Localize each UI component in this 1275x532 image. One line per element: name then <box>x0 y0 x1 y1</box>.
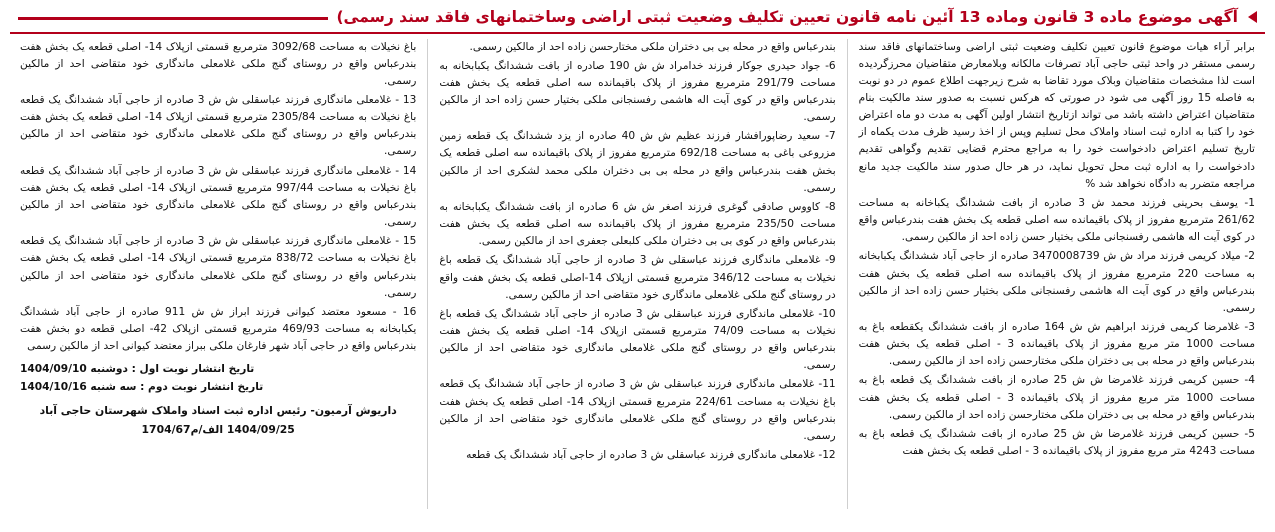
title-underline <box>10 32 1265 34</box>
signatory-name: داریوش آرمیون- رئیس اداره ثبت اسناد واملاک شهرستان حاجی آباد <box>39 404 397 418</box>
column-middle <box>429 39 845 509</box>
paragraph: برابر آراء هیات موضوع قانون تعیین تکلیف وضعیت ثبتی اراضی وساختمانهای فاقد سند رسمی مستقر در واحد ثبتی حاجی آباد تصرفات مالکانه وبلامعارض متقاضیان محرزگردیده است لذا مشخصات متقاضیان وبلاک مورد تقاضا به شرح زیرجهت اطلاع عموم در دو نوبت به فاصله 15 روز آگهی می شود در صورتی که هرکس نسبت به صدور سند مالکیت بنام متقاضیان اعتراض داشته باشد می تواند ازتاریخ انتشار اولین آگهی به مدت دو ماه اعتراض خود را کتبا به اداره ثبت اسناد واملاک محل تسلیم وپس از اخذ رسید ظرف مدت یکماه از تاریخ تسلیم اعتراض دادخواست خود را به مراجع محترم قضایی تقدیم وگواهی تقدیم دادخواست را به اداره ثبت محل تحویل نماید، در هر حال صدور سند مالکیت جدید مانع مراجعه متضرر به دادگاه نخواهد شد % <box>858 40 1255 190</box>
publication-dates <box>20 360 416 396</box>
signature-block <box>20 402 416 440</box>
paragraph: 12- غلامعلی ماندگاری فرزند عباسقلی ش 3 صادره از حاجی آباد ششدانگ یک قطعه <box>466 449 836 462</box>
paragraph: باغ نخیلات به مساحت 3092/68 مترمربع قسمتی ازپلاک 14- اصلی قطعه یک بخش هفت بندرعباس واقع در روستای گنج ملکی غلامعلی ماندگاری خود متقاضی احد از مالکین رسمی. <box>20 40 417 87</box>
paragraph: 11- غلامعلی ماندگاری فرزند عباسقلی ش ش 3 صادره از حاجی آباد ششدانگ یک قطعه باغ نخیلات به مساحت 224/61 مترمربع قسمتی ازپلاک 14- اصلی قطعه یک بخش هفت بندرعباس واقع در روستای گنج ملکی غلامعلی ماندگاری خود متقاضی احد از مالکین رسمی. <box>439 378 836 442</box>
paragraph: 14 - غلامعلی ماندگاری فرزند عباسقلی ش ش 3 صادره از حاجی آباد ششدانگ یک قطعه باغ نخیلات به مساحت 997/44 مترمربع قسمتی ازپلاک 14- اصلی قطعه یک بخش هفت بندرعباس واقع در روستای گنج ملکی غلامعلی ماندگاری خود متقاضی احد از مالکین رسمی. <box>20 164 417 229</box>
paragraph: 9- غلامعلی ماندگاری فرزند عباسقلی ش 3 صادره از حاجی آباد ششدانگ یک قطعه باغ نخیلات به مساحت 346/12 مترمربع قسمتی ازپلاک 14-اصلی قطعه یک بخش هفت واقع در روستای گنج ملکی غلامعلی ماندگاری خود متقاضی احد از مالکین رسمی. <box>439 254 836 301</box>
paragraph: 7- سعید رضاپورافشار فرزند عظیم ش ش 40 صادره از یزد ششدانگ یک قطعه زمین مزروعی باغی به مساحت 692/18 مترمربع مفروز از پلاک باقیمانده سه اصلی قطعه یک بخش هفت بندرعباس واقع در محله بی بی دختران ملکی محمد لشکری احد از مالکین رسمی. <box>439 130 836 194</box>
paragraph: 1- یوسف بحرینی فرزند محمد ش 3 صادره از بافت ششدانگ یکباخانه به مساحت 261/62 مترمربع مفروز از پلاک باقیمانده سه اصلی قطعه یک بخش هفت بندرعباس واقع در کوی آیت اله هاشمی رفسنجانی ملکی بختیار حسن زاده احد از مالکین رسمی. <box>858 196 1256 244</box>
reference-number: 1404/09/25 الف/م1704/67 <box>141 423 295 437</box>
header-rule <box>18 17 328 20</box>
publication-date-first: تاریخ انتشار نوبت اول : دوشنبه 1404/09/10 <box>20 363 255 376</box>
paragraph: 3- غلامرضا کریمی فرزند ابراهیم ش ش 164 صادره از بافت ششدانگ یکقطعه باغ به مساحت 1000 متر مربع مفروز از پلاک باقیمانده 3 - اصلی قطعه یک بخش هفت بندرعباس واقع در محله بی بی دختران ملکی مختارحسن زاده احد از مالکین رسمی. <box>858 321 1256 368</box>
paragraph: 2- میلاد کریمی فرزند مراد ش ش 3470008739 صادره از حاجی آباد ششدانگ یکبابخانه به مساحت 220 مترمربع مفروز از پلاک باقیمانده سه اصلی قطعه یک بخش هفت بندرعباس واقع در کوی آیت اله هاشمی رفسنجانی ملکی بختیار حسن زاده احد از مالکین رسمی. <box>858 250 1255 314</box>
column-right <box>849 39 1265 509</box>
article-columns <box>10 39 1265 509</box>
paragraph: 13 - غلامعلی ماندگاری فرزند عباسقلی ش ش 3 صادره از حاجی آباد ششدانگ یک قطعه باغ نخیلات به مساحت 2305/84 مترمربع قسمتی ازپلاک 14- اصلی قطعه یک بخش هفت بندرعباس واقع در روستای گنج ملکی غلامعلی ماندگاری خود متقاضی احد از مالکین رسمی. <box>20 93 417 158</box>
paragraph: 5- حسین کریمی فرزند غلامرضا ش ش 25 صادره از بافت ششدانگ یک قطعه باغ به مساحت 4243 متر مربع مفروز از پلاک باقیمانده 3 - اصلی قطعه یک بخش هفت <box>858 427 1256 458</box>
publication-date-second: تاریخ انتشار نوبت دوم : سه شنبه 1404/10/16 <box>20 381 264 394</box>
page-header <box>10 6 1265 30</box>
footer-strip <box>0 521 1275 532</box>
page-title: آگهی موضوع ماده 3 قانون وماده 13 آئین نامه قانون تعیین تکلیف وضعیت ثبتی اراضی وساختمانهای فاقد سند رسمی) <box>336 8 1238 26</box>
triangle-bullet-icon <box>1248 11 1257 23</box>
paragraph: بندرعباس واقع در محله بی بی دختران ملکی مختارحسن زاده احد از مالکین رسمی. <box>469 40 836 53</box>
paragraph: 15 - غلامعلی ماندگاری فرزند عباسقلی ش ش 3 صادره از حاجی آباد ششدانگ یک قطعه باغ نخیلات به مساحت 838/72 مترمربع قسمتی ازپلاک 14- اصلی قطعه یک بخش هفت بندرعباس واقع در روستای گنج ملکی غلامعلی ماندگاری خود متقاضی احد از مالکین رسمی. <box>20 235 417 299</box>
paragraph: 8- کاووس صادقی گوغری فرزند اصغر ش ش 6 صادره از بافت ششدانگ یکبابخانه به مساحت 235/50 مترمربع مفروز از پلاک باقیمانده سه اصلی قطعه یک بخش هفت بندرعباس واقع در کوی بی بی دختران ملکی کلبعلی جعفری احد از مالکین رسمی. <box>439 200 836 248</box>
paragraph: 16 - مسعود معتضد کیوانی فرزند ابراز ش ش 911 صادره از حاجی آباد ششدانگ یکبابخانه به مساحت 469/93 مترمربع قسمتی ازپلاک 42- اصلی قطعه دو بخش هفت بندرعباس واقع در حاجی آباد شهر فارغان ملکی ببراز معتضد کیوانی احد از مالکین رسمی <box>20 305 417 353</box>
paragraph: 6- جواد حیدری جوکار فرزند خدامراد ش ش 190 صادره از بافت ششدانگ یکبابخانه به مساحت 291/79 مترمربع مفروز از پلاک باقیمانده سه اصلی قطعه یک بخش هفت بندرعباس واقع در کوی آیت اله هاشمی رفسنجانی ملکی بختیار حسن زاده احد از مالکین رسمی. <box>439 59 836 124</box>
paragraph: 10- غلامعلی ماندگاری فرزند عباسقلی ش 3 صادره از حاجی آباد ششدانگ یک قطعه باغ نخیلات به مساحت 74/09 مترمربع قسمتی ازپلاک 14- اصلی قطعه یک بخش هفت بندرعباس واقع در روستای گنج ملکی غلامعلی ماندگاری خود متقاضی احد از مالکین رسمی. <box>439 307 836 372</box>
column-left <box>10 39 426 509</box>
column-divider <box>847 39 848 509</box>
paragraph: 4- حسین کریمی فرزند غلامرضا ش ش 25 صادره از بافت ششدانگ یک قطعه باغ به مساحت 1000 متر مربع مفروز از پلاک باقیمانده 3 - اصلی قطعه یک بخش هفت بندرعباس واقع در محله بی بی دختران ملکی مختارحسن زاده احد از مالکین رسمی. <box>858 374 1256 421</box>
column-divider <box>427 39 428 509</box>
